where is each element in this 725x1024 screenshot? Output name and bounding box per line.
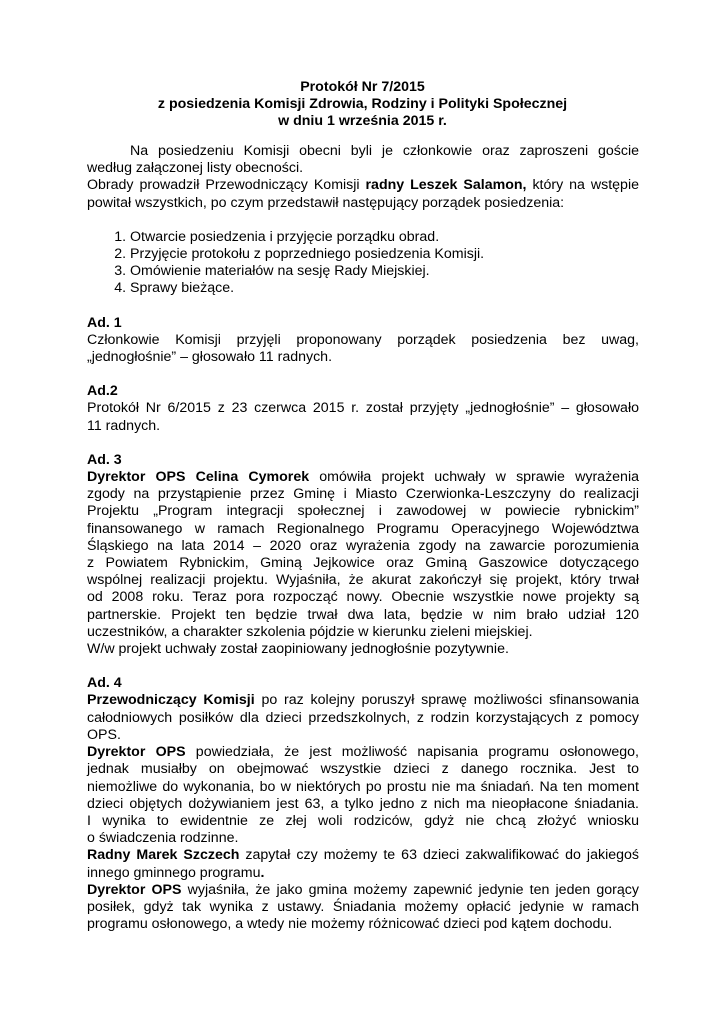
section-line: niemożliwe do wykonania, bo w niektórych po prostu nie ma śniadań. Na ten moment	[87, 778, 639, 795]
section-line: posiłek, gdyż tak wynika z ustawy. Śniadania możemy opłacić jedynie w ramach	[87, 898, 639, 915]
meeting-date: w dniu 1 września 2015 r.	[278, 113, 447, 130]
section-heading: Ad.2	[87, 383, 118, 400]
section-line: OPS.	[87, 726, 121, 743]
section-heading: Ad. 3	[87, 451, 122, 468]
section-ad3	[87, 452, 639, 658]
section-line	[87, 847, 639, 864]
section-line: programu osłonowego, a wtedy nie możemy różnicować dzieci pod kątem dochodu.	[87, 916, 613, 933]
chairman-name: radny Leszek Salamon,	[365, 177, 527, 194]
section-line	[87, 469, 639, 486]
intro-line: powitał wszystkich, po czym przedstawił następujący porządek posiedzenia:	[87, 194, 565, 211]
agenda-item: 4. Sprawy bieżące.	[130, 280, 639, 297]
section-line: Członkowie Komisji przyjęli proponowany porządek posiedzenia bez uwag,	[87, 331, 639, 348]
section-line: o świadczenia rodzinne.	[87, 830, 239, 847]
section-text: omówiła projekt uchwały w sprawie wyrażenia	[309, 469, 639, 486]
section-line: Śląskiego na lata 2014 – 2020 oraz wyrażenia zgody na zawarcie porozumienia	[87, 537, 639, 554]
section-text: wyjaśniła, że jako gmina możemy zapewnić jedynie ten jeden gorący	[181, 881, 639, 898]
section-text: po raz kolejny poruszył sprawę możliwości sfinansowania	[254, 692, 639, 709]
intro-line: Na posiedzeniu Komisji obecni byli je członkowie oraz zaproszeni goście	[130, 143, 639, 159]
section-text: zapytał czy możemy te 63 dzieci zakwalifikować do jakiegoś	[239, 847, 639, 864]
committee-name: z posiedzenia Komisji Zdrowia, Rodziny i Polityki Społecznej	[157, 96, 568, 113]
speaker-name: Dyrektor OPS	[87, 744, 186, 761]
intro-text: Obrady prowadził Przewodniczący Komisji	[87, 177, 366, 194]
speaker-name: Dyrektor OPS	[87, 881, 182, 898]
section-line: dzieci objętych dożywianiem jest 63, a tylko jedno z nich ma nieopłacone śniadania.	[87, 795, 639, 812]
section-ad2	[87, 383, 639, 435]
section-line	[87, 692, 639, 709]
section-line: 11 radnych.	[87, 417, 161, 434]
intro-line	[87, 177, 639, 194]
document-body	[87, 143, 639, 933]
section-line: W/w projekt uchwały został zaopiniowany jednogłośnie pozytywnie.	[87, 641, 509, 658]
section-line: wspólnej realizacji projektu. Wyjaśniła, że akurat zakończył się projekt, który trwał	[87, 572, 639, 589]
agenda-item: 2. Przyjęcie protokołu z poprzedniego posiedzenia Komisji.	[130, 246, 639, 263]
intro-paragraph	[87, 143, 639, 212]
section-line	[87, 865, 639, 882]
section-text: powiedziała, że jest możliwość napisania programu osłonowego,	[185, 744, 639, 761]
section-ad1	[87, 315, 639, 367]
section-text: .	[260, 864, 265, 881]
section-line: zgody na przystąpienie przez Gminę i Miasto Czerwionka-Leszczyny do realizacji	[87, 486, 639, 503]
speaker-name: Dyrektor OPS Celina Cymorek	[87, 469, 310, 486]
section-line: finansowanego w ramach Regionalnego Programu Operacyjnego Województwa	[87, 520, 639, 537]
intro-line: według załączonej listy obecności.	[87, 160, 304, 177]
section-line: uczestników, a charakter szkolenia pójdzie w kierunku zieleni miejskiej.	[87, 623, 533, 640]
section-heading: Ad. 1	[87, 314, 122, 331]
section-line: Projektu „Program integracji społecznej i zawodowej w powiecie rybnickim”	[87, 503, 639, 520]
section-heading: Ad. 4	[87, 675, 122, 692]
section-line: I wynika to ewidentnie ze złej woli rodziców, gdyż nie chcą złożyć wniosku	[87, 812, 639, 829]
section-line: Protokół Nr 6/2015 z 23 czerwca 2015 r. został przyjęty „jednogłośnie” – głosowało	[87, 400, 639, 417]
section-line: „jednogłośnie” – głosowało 11 radnych.	[87, 349, 333, 366]
protocol-title: Protokół Nr 7/2015	[300, 79, 425, 95]
section-ad4	[87, 675, 639, 933]
agenda-item: 1. Otwarcie posiedzenia i przyjęcie porządku obrad.	[130, 229, 639, 246]
section-line: całodniowych posiłków dla dzieci przedszkolnych, z rodzin korzystających z pomocy	[87, 709, 639, 726]
section-line: jednak musiałby on obejmować wszystkie dzieci z danego rocznika. Jest to	[87, 761, 639, 778]
agenda-list	[87, 229, 639, 298]
section-line	[87, 882, 639, 899]
section-line	[87, 744, 639, 761]
document-header	[0, 79, 725, 131]
section-line: od 2008 roku. Teraz pora rozpocząć nowy. Obecnie wszystkie nowe projekty są	[87, 589, 639, 606]
speaker-name: Przewodniczący Komisji	[87, 692, 255, 709]
section-line: partnerskie. Projekt ten będzie trwał dwa lata, będzie w nim brało udział 120	[87, 606, 639, 623]
agenda-item: 3. Omówienie materiałów na sesję Rady Miejskiej.	[130, 263, 639, 280]
intro-text: który na wstępie	[526, 177, 639, 194]
section-line: z Powiatem Rybnickim, Gminą Jejkowice oraz Gminą Gaszowice dotyczącego	[87, 555, 639, 572]
section-text: innego gminnego programu	[87, 864, 261, 881]
speaker-name: Radny Marek Szczech	[87, 847, 240, 864]
